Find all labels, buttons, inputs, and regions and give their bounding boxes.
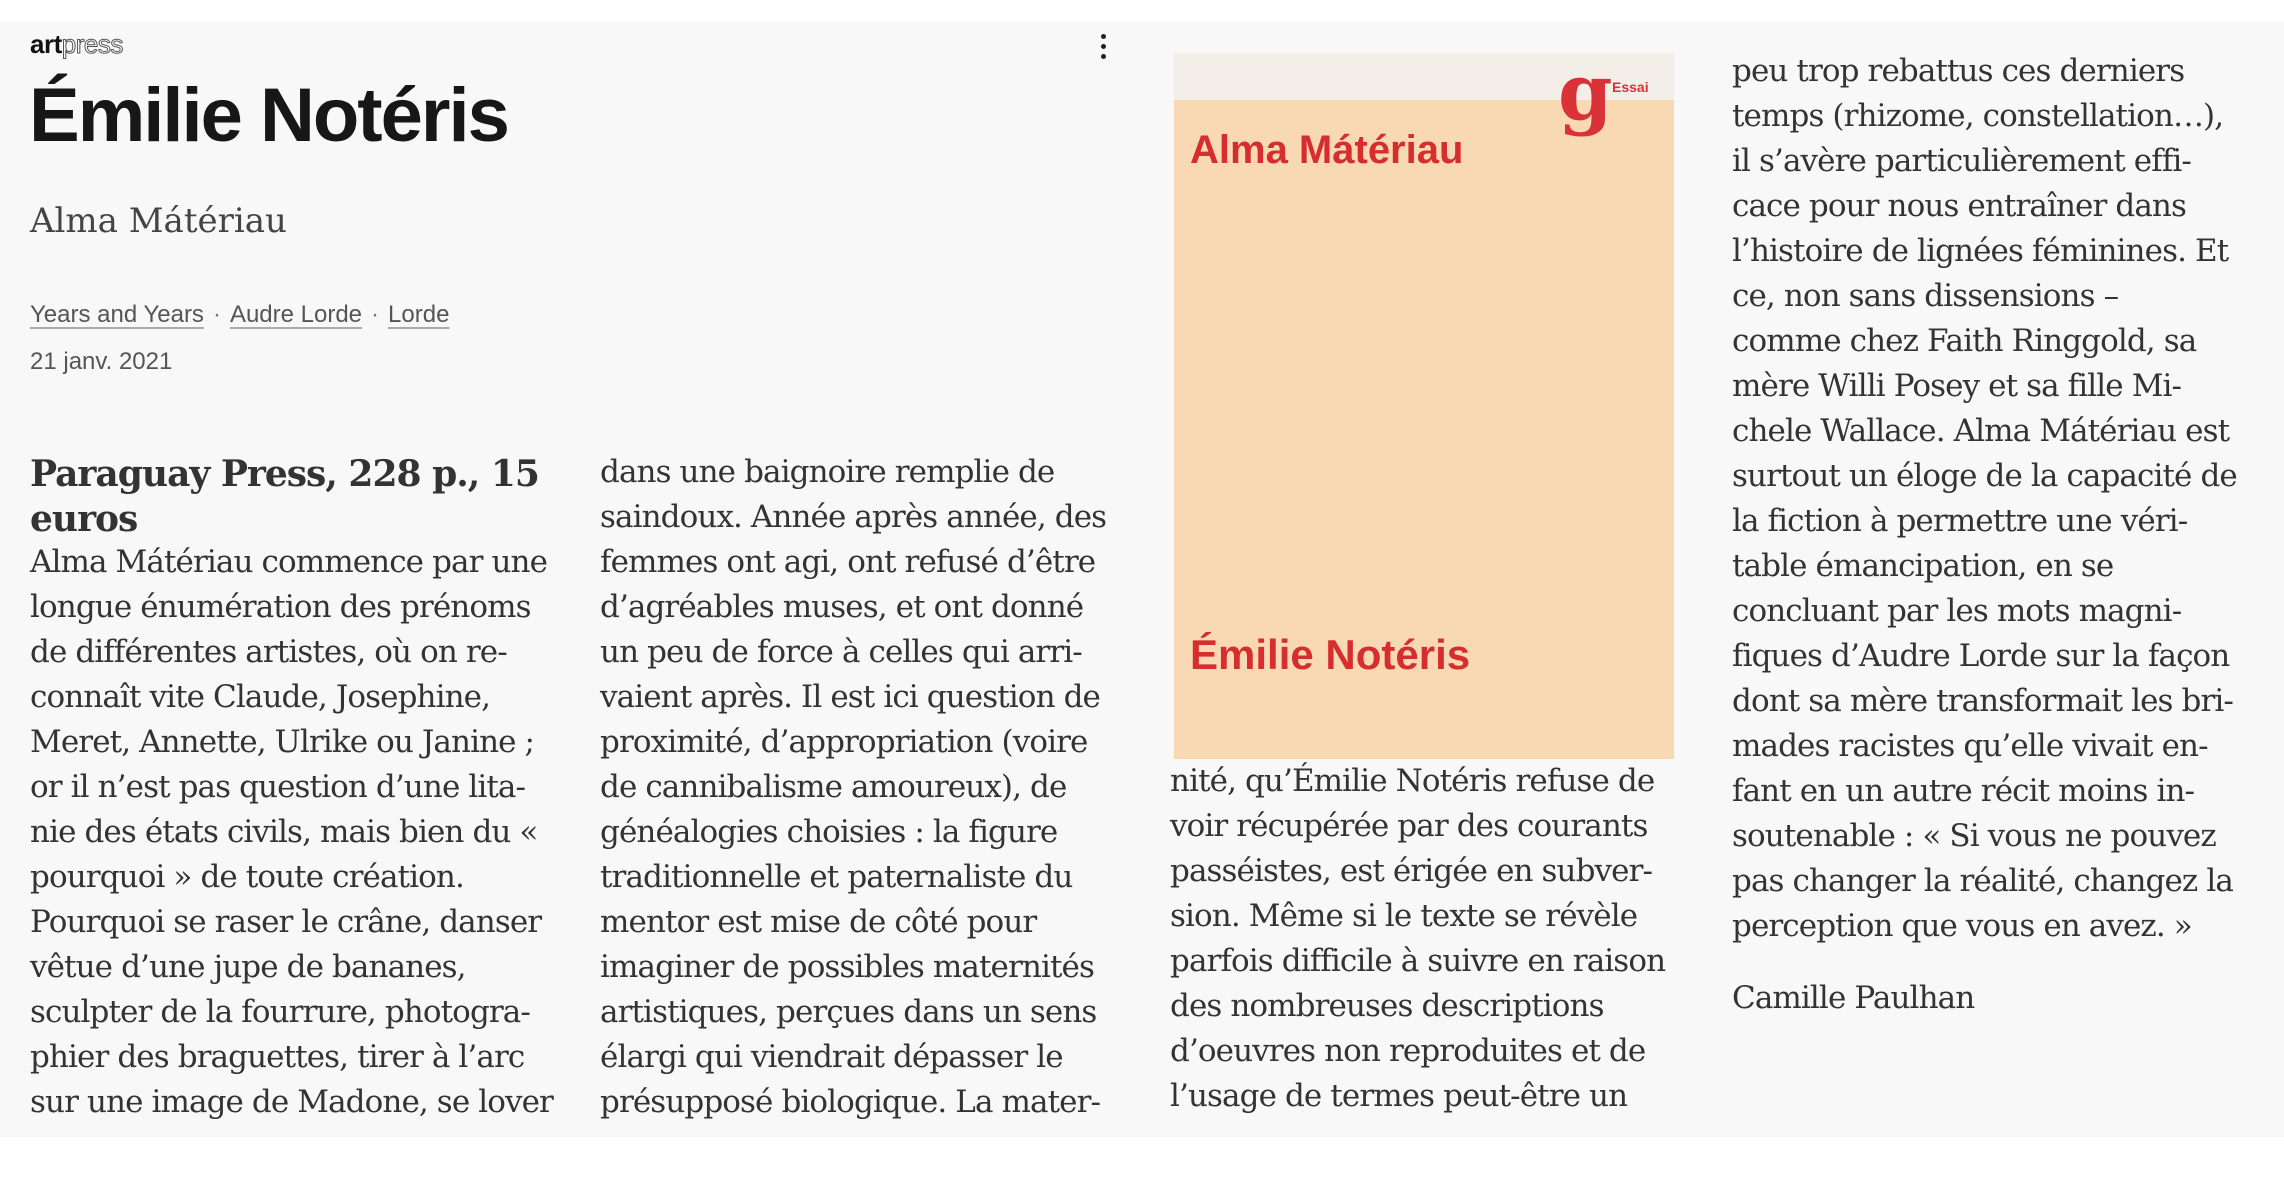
cover-author: Émilie Notéris <box>1190 631 1471 678</box>
article-line: passéistes, est érigée en subver- <box>1170 853 1653 889</box>
article-line: Meret, Annette, Ulrike ou Janine ; <box>30 724 535 760</box>
article-line: traditionnelle et paternaliste du <box>600 859 1073 895</box>
more-options-button[interactable] <box>1090 26 1118 66</box>
article-line: Alma Mátériau commence par une <box>30 544 548 580</box>
article-line: la fiction à permettre une véri- <box>1732 503 2188 539</box>
article-line: parfois difficile à suivre en raison <box>1170 943 1666 979</box>
book-cover <box>1174 47 1674 759</box>
article-line: longue énumération des prénoms <box>30 589 531 625</box>
article-line: mère Willi Posey et sa fille Mi- <box>1732 368 2182 404</box>
article-line: chele Wallace. Alma Mátériau est <box>1732 413 2230 449</box>
article-line: cace pour nous entraîner dans <box>1732 188 2186 224</box>
tag-separator: · <box>371 301 380 328</box>
author-signature: Camille Paulhan <box>1732 980 1975 1016</box>
article-line: peu trop rebattus ces derniers <box>1732 53 2185 89</box>
article-subtitle: Alma Mátériau <box>30 201 287 241</box>
book-info-heading: Paraguay Press, 228 p., 15 euros <box>30 453 539 540</box>
article-line: pourquoi » de toute création. <box>30 859 464 895</box>
article-line: concluant par les mots magni- <box>1732 593 2182 629</box>
article-column-2 <box>600 450 1106 1125</box>
article-line: soutenable : « Si vous ne pouvez <box>1732 818 2216 854</box>
article-line: femmes ont agi, ont refusé d’être <box>600 544 1096 580</box>
article-line: connaît vite Claude, Josephine, <box>30 679 491 715</box>
article-line: Pourquoi se raser le crâne, danser <box>30 904 542 940</box>
article-line: mades racistes qu’elle vivait en- <box>1732 728 2208 764</box>
article-line: de différentes artistes, où on re- <box>30 634 507 670</box>
article-line: pas changer la réalité, changez la <box>1732 863 2233 899</box>
tag-audre-lorde[interactable]: Audre Lorde <box>229 301 363 328</box>
article-column-3 <box>1170 759 1665 1119</box>
article-line: mentor est mise de côté pour <box>600 904 1037 940</box>
article-line: généalogies choisies : la figure <box>600 814 1058 850</box>
tag-list <box>30 301 449 329</box>
article-line: présupposé biologique. La mater- <box>600 1084 1101 1120</box>
article-line: proximité, d’appropriation (voire <box>600 724 1088 760</box>
article-line: sur une image de Madone, se lover <box>30 1084 553 1120</box>
article-column-1 <box>30 540 553 1125</box>
article-line: il s’avère particulièrement effi- <box>1732 143 2191 179</box>
publisher-logo: g <box>1558 47 1613 138</box>
article-line: table émancipation, en se <box>1732 548 2114 584</box>
tag-lorde[interactable]: Lorde <box>388 301 450 328</box>
cover-genre-tag: Essai <box>1612 79 1649 95</box>
article-line: un peu de force à celles qui arri- <box>600 634 1082 670</box>
article-line: ce, non sans dissensions – <box>1732 278 2119 314</box>
article-line: l’histoire de lignées féminines. Et <box>1732 233 2229 269</box>
article-line: sculpter de la fourrure, photogra- <box>30 994 530 1030</box>
article-line: phier des braguettes, tirer à l’arc <box>30 1039 525 1075</box>
page-title: Émilie Notéris <box>29 73 508 158</box>
article-line: imaginer de possibles maternités <box>600 949 1094 985</box>
article-line: vêtue d’une jupe de bananes, <box>30 949 466 985</box>
article-line: temps (rhizome, constellation…), <box>1732 98 2224 134</box>
article-line: fiques d’Audre Lorde sur la façon <box>1732 638 2230 674</box>
article-line: élargi qui viendrait dépasser le <box>600 1039 1063 1075</box>
article-line: dans une baignoire remplie de <box>600 454 1055 490</box>
article-line: l’usage de termes peut-être un <box>1170 1078 1628 1114</box>
tag-separator: · <box>212 301 221 328</box>
article-line: artistiques, perçues dans un sens <box>600 994 1097 1030</box>
article-column-4 <box>1732 49 2237 949</box>
artpress-logo[interactable] <box>30 29 123 60</box>
tag-years-and-years[interactable]: Years and Years <box>30 301 204 328</box>
article-line: nité, qu’Émilie Notéris refuse de <box>1170 763 1655 799</box>
logo-press: press <box>61 29 123 59</box>
logo-art: art <box>30 29 62 59</box>
article-line: nie des états civils, mais bien du « <box>30 814 538 850</box>
article-line: or il n’est pas question d’une lita- <box>30 769 526 805</box>
article-line: des nombreuses descriptions <box>1170 988 1604 1024</box>
article-line: saindoux. Année après année, des <box>600 499 1107 535</box>
article-line: d’oeuvres non reproduites et de <box>1170 1033 1646 1069</box>
article-line: de cannibalisme amoureux), de <box>600 769 1067 805</box>
article-line: sion. Même si le texte se révèle <box>1170 898 1638 934</box>
article-line: fant en un autre récit moins in- <box>1732 773 2195 809</box>
article-line: comme chez Faith Ringgold, sa <box>1732 323 2197 359</box>
publish-date: 21 janv. 2021 <box>30 348 173 375</box>
article-line: d’agréables muses, et ont donné <box>600 589 1084 625</box>
article-line: surtout un éloge de la capacité de <box>1732 458 2237 494</box>
article-line: vaient après. Il est ici question de <box>600 679 1100 715</box>
article-line: voir récupérée par des courants <box>1170 808 1648 844</box>
article-line: perception que vous en avez. » <box>1732 908 2192 944</box>
article-line: dont sa mère transformait les bri- <box>1732 683 2233 719</box>
cover-title: Alma Mátériau <box>1190 128 1464 172</box>
